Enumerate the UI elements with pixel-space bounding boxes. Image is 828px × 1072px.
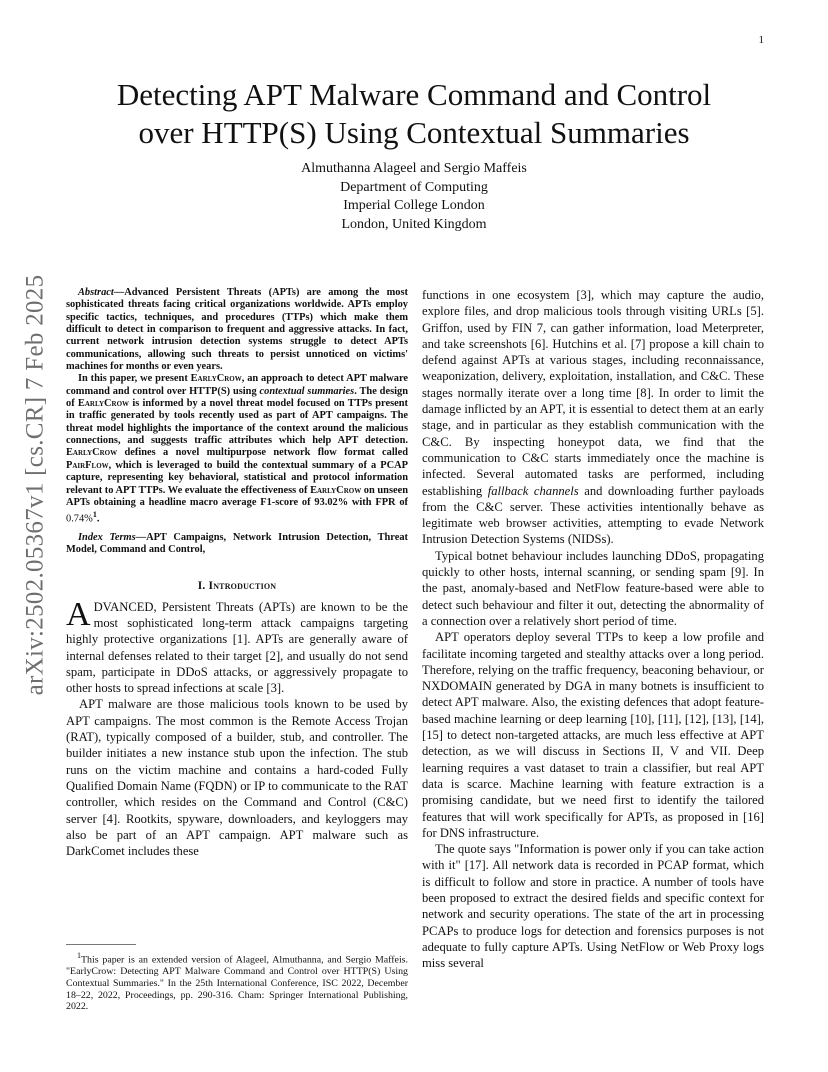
- earlycrow-name: EarlyCrow: [190, 373, 242, 385]
- right-paragraph-1: functions in one ecosystem [3], which may capture the audio, explore files, and drop malicious tools through visiting URLs [5]. Griffon, used by FIN 7, can gather information, load Meterpreter, and take screenshots [6]. Hutchins et al. [7] propose a kill chain to defend against APTs at various stages, including reconnaissance, weaponization, delivery, exploitation, installation, and C&C. These stages normally iterate over a long time [8]. In order to limit the damage inflicted by an APT, it is essential to detect them at an early stage, and in particular as they establish communication with the C&C. By inspecting honeypot data, we find that the communication to C&C starts immediately once the machine is infected. Several automated tasks are performed, including establishing fallback channels and downloading further payloads from the C&C server. These activities intentionally behave as legitimate web browser activities, attempting to evade Network Intrusion Detection Systems (NIDSs).: [422, 288, 764, 547]
- author-location: London, United Kingdom: [341, 216, 487, 232]
- author-institution: Imperial College London: [343, 198, 485, 213]
- right-paragraph-3: APT operators deploy several TTPs to keep a low profile and facilitate incoming targeted and stealthy attacks over a long period. Therefore, relying on the traffic frequency, beaconing behaviour, or NXDOMAIN generated by DGA in many botnets is insufficient to detect APT malware. Also, the existing defences that adopt feature-based machine learning or deep learning [10], [11], [12], [13], [14], [15] to detect non-targeted attacks, are much less effective at APT detection, as we will discuss in Sections II, V and VII. Deep learning requires a vast dataset to train a classifier, but real APT data is scarce. Machine learning with feature extraction is a promising candidate, but we need first to identify the tailored features that will work specifically for APTs, as proposed in [16] for DNS infrastructure.: [422, 630, 764, 840]
- right-paragraph-2: Typical botnet behaviour includes launching DDoS, propagating quickly to other hosts, internal scanning, or sending spam [9]. In the past, anomaly-based and NetFlow feature-based were able to detect such behaviour and filter it out, detecting the abnormality of a connection over a relatively short period of time.: [422, 548, 764, 628]
- index-terms: Index Terms—APT Campaigns, Network Intrusion Detection, Threat Model, Command and Control,: [66, 532, 408, 556]
- fallback-channels-term: fallback channels: [487, 483, 579, 498]
- abstract-paragraph-1: Abstract—Advanced Persistent Threats (APTs) are among the most sophisticated threats facing critical organizations worldwide. APTs employ specific tactics, techniques, and procedures (TTPs) which make them difficult to detect in comparison to frequent and aggressive attacks. In fact, current network intrusion detection systems struggle to detect APTs communications, allowing such threats to persist unnoticed on victims' machines for months or even years.: [66, 287, 408, 373]
- abstract-label: Abstract: [78, 287, 114, 298]
- drop-cap: A: [66, 595, 91, 633]
- author-block: [160, 160, 668, 234]
- right-paragraph-4: The quote says "Information is power only if you can take action with it" [17]. All network data is recorded in PCAP format, which is difficult to follow and store in practice. A number of tools have been proposed to extract the desired fields and specific context for network and security operations. The state of the art in processing PCAPs to produce logs for detection and forensics purposes is not adequate to fully capture APTs. Using NetFlow or Web Proxy logs miss several: [422, 842, 764, 971]
- pairflow-name: PairFlow: [66, 459, 109, 471]
- title-line-2: over HTTP(S) Using Contextual Summaries: [138, 115, 690, 150]
- page-number: 1: [758, 34, 764, 46]
- index-terms-label: Index Terms: [78, 532, 136, 543]
- abstract-paragraph-2: In this paper, we present EarlyCrow, an approach to detect APT malware command and control over HTTP(S) using contextual summaries. The design of EarlyCrow is informed by a novel threat model focused on TTPs present in traffic generated by tools recently used as part of APT campaigns. The threat model highlights the importance of the context around the malicious connections, and suggests traffic attributes which help APT detection. EarlyCrow defines a novel multipurpose network flow format called PairFlow, which is leveraged to build the contextual summary of a PCAP capture, representing key behavioral, statistical and protocol information relevant to APT TTPs. We evaluate the effectiveness of EarlyCrow on unseen APTs obtaining a headline macro average F1-score of 93.02% with FPR of 0.74%$^1$.: [66, 373, 408, 525]
- arxiv-identifier-stamp: [21, 274, 49, 696]
- footnote-rule: [66, 944, 136, 945]
- title-line-1: Detecting APT Malware Command and Control: [116, 77, 712, 112]
- fpr-value: 0.74%: [66, 513, 93, 525]
- intro-paragraph-2: APT malware are those malicious tools known to be used by APT campaigns. The most common is the Remote Access Trojan (RAT), typically composed of a builder, stub, and controller. The builder initiates a new instance stub upon the infection. The stub runs on the victim machine and contains a hard-coded Fully Qualified Domain Name (FQDN) or IP to communicate to the RAT controller, which resides on the Command and Control (C&C) server [4]. Rootkits, spyware, downloaders, and keyloggers may also be part of an APT campaign. APT malware such as DarkComet includes these: [66, 697, 408, 859]
- footnote: $^1$This paper is an extended version of Alageel, Almuthanna, and Sergio Maffeis. "EarlyCrow: Detecting APT Malware Command and Control over HTTP(S) Using Contextual Summaries." In the 25th International Conference, ISC 2022, December 18–22, 2022, Proceedings, pp. 290-316. Cham: Springer International Publishing, 2022.: [66, 951, 408, 1013]
- author-names: Almuthanna Alageel and Sergio Maffeis: [301, 161, 527, 176]
- paper-title: [60, 76, 768, 152]
- intro-paragraph-1: ADVANCED, Persistent Threats (APTs) are known to be the most sophisticated long-term attack campaigns targeting highly protective organizations [1]. APTs are generally aware of internal defenses related to their target [2], and usually do not send spam, participate in DDoS attacks, or aggressively propagate to other hosts to spread infections at scale [3].: [66, 595, 408, 696]
- author-department: Department of Computing: [340, 179, 488, 195]
- right-column: [422, 287, 764, 971]
- footnote-reference[interactable]: 1: [92, 510, 97, 520]
- section-heading-introduction: I. Introduction: [197, 579, 277, 592]
- arxiv-identifier-text: arXiv:2502.05367v1 [cs.CR] 7 Feb 2025: [21, 274, 49, 696]
- abstract: [66, 287, 408, 526]
- footnote-mark: 1: [77, 951, 81, 960]
- left-column: [66, 287, 408, 859]
